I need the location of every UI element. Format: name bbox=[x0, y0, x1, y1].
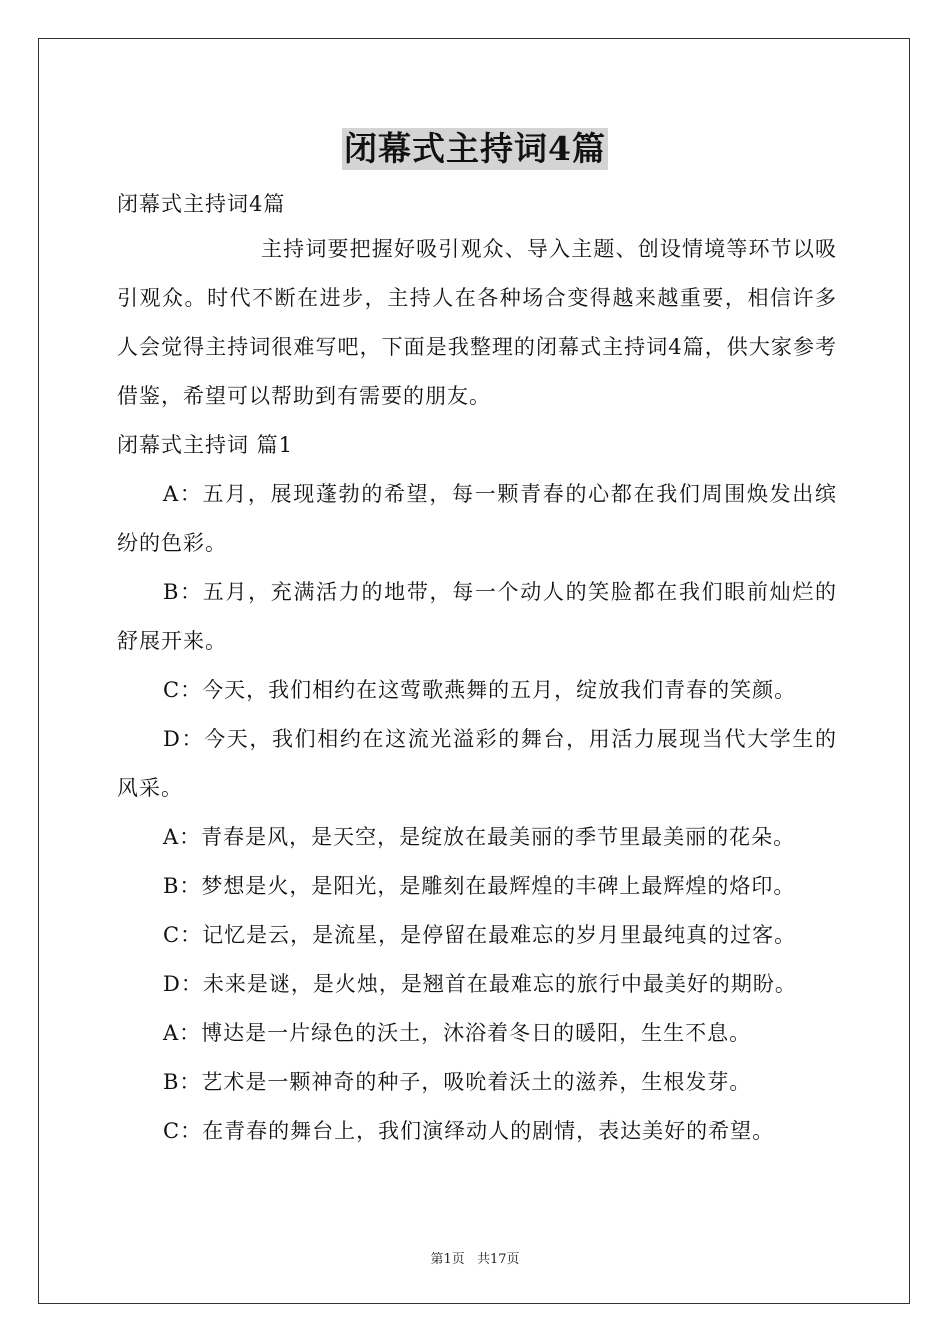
page-total: 共17页 bbox=[476, 1252, 520, 1267]
dialogue-line: B：五月，充满活力的地带，每一个动人的笑脸都在我们眼前灿烂的舒展开来。 bbox=[117, 580, 837, 653]
dialogue-line: C：在青春的舞台上，我们演绎动人的剧情，表达美好的希望。 bbox=[163, 1119, 775, 1143]
dialogue-line: D：今天，我们相约在这流光溢彩的舞台，用活力展现当代大学生的风采。 bbox=[117, 727, 837, 800]
dialogue-list bbox=[117, 470, 837, 1156]
page-footer bbox=[0, 1248, 950, 1267]
document-body bbox=[117, 180, 837, 1156]
dialogue-line: A：博达是一片绿色的沃土，沐浴着冬日的暖阳，生生不息。 bbox=[163, 1021, 752, 1045]
dialogue-line: D：未来是谜，是火烛，是翘首在最难忘的旅行中最美好的期盼。 bbox=[163, 972, 797, 996]
document-title-text: 闭幕式主持词4篇 bbox=[344, 129, 606, 168]
dialogue-line: C：记忆是云，是流星，是停留在最难忘的岁月里最纯真的过客。 bbox=[163, 923, 797, 947]
document-subtitle: 闭幕式主持词4篇 bbox=[117, 192, 286, 216]
dialogue-line: A：五月，展现蓬勃的希望，每一颗青春的心都在我们周围焕发出缤纷的色彩。 bbox=[117, 482, 837, 555]
dialogue-line: B：梦想是火，是阳光，是雕刻在最辉煌的丰碑上最辉煌的烙印。 bbox=[163, 874, 796, 898]
dialogue-line: A：青春是风，是天空，是绽放在最美丽的季节里最美丽的花朵。 bbox=[163, 825, 796, 849]
dialogue-line: B：艺术是一颗神奇的种子，吸吮着沃土的滋养，生根发芽。 bbox=[163, 1070, 752, 1094]
section-heading: 闭幕式主持词 篇1 bbox=[117, 433, 294, 457]
dialogue-line: C：今天，我们相约在这莺歌燕舞的五月，绽放我们青春的笑颜。 bbox=[163, 678, 797, 702]
intro-paragraph: 主持词要把握好吸引观众、导入主题、创设情境等环节以吸引观众。时代不断在进步，主持人在各种场合变得越来越重要，相信许多人会觉得主持词很难写吧，下面是我整理的闭幕式主持词4篇，供大家参考借鉴，希望可以帮助到有需要的朋友。 bbox=[117, 237, 837, 408]
page-number: 第1页 bbox=[430, 1252, 465, 1267]
document-title bbox=[0, 128, 950, 170]
